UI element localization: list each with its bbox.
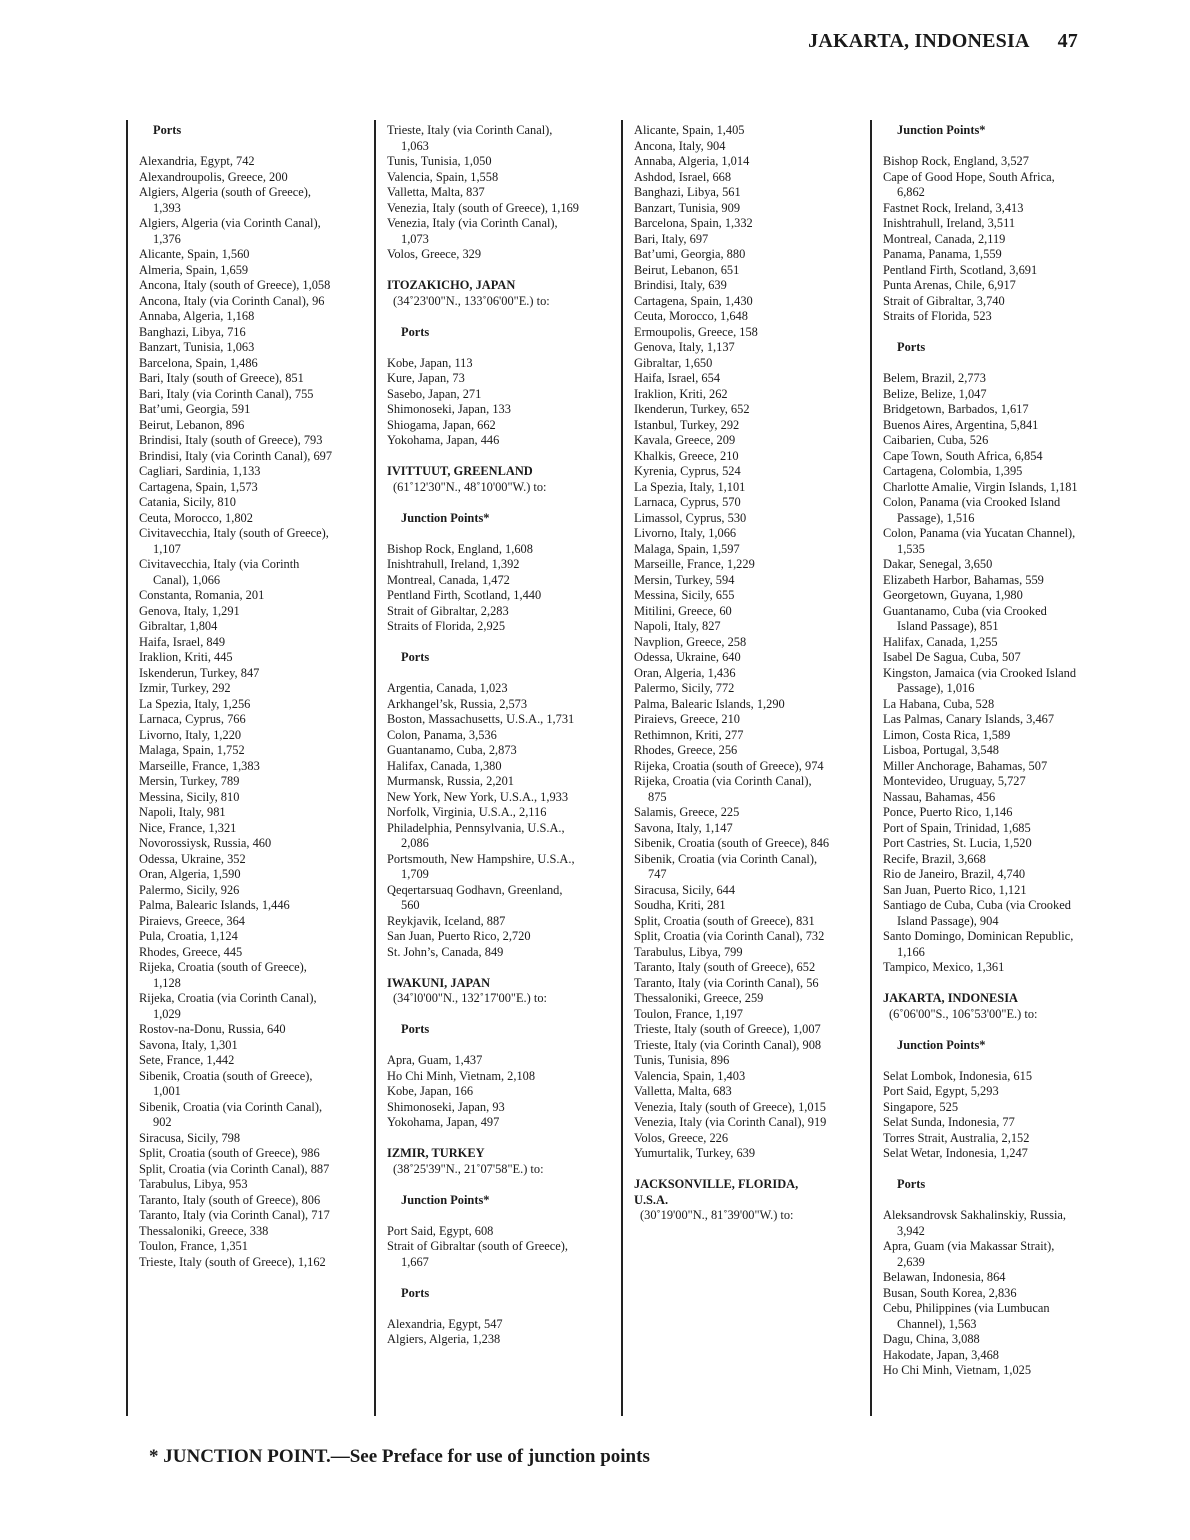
distance-entry: Pentland Firth, Scotland, 3,691 [883, 262, 1038, 277]
distance-entry: Rhodes, Greece, 256 [634, 743, 738, 757]
distance-entry: Belem, Brazil, 2,773 [883, 371, 986, 385]
distance-entry: Volos, Greece, 226 [634, 1130, 729, 1145]
distance-entry: Georgetown, Guyana, 1,980 [883, 588, 1023, 602]
section-subheading: Ports [897, 340, 926, 354]
distance-entry: La Spezia, Italy, 1,101 [634, 479, 746, 494]
distance-entry: Apra, Guam (via Makassar Strait), 2,639 [883, 1239, 1055, 1269]
distance-entry: Algiers, Algeria, 1,238 [387, 1332, 501, 1346]
distance-entry: Kyrenia, Cyprus, 524 [634, 464, 741, 478]
origin-coordinates: (61˚12'30"N., 48˚10'00"W.) to: [393, 479, 547, 494]
distance-entry: Santo Domingo, Dominican Republic, 1,166 [883, 929, 1074, 959]
section-subheading: Ports [897, 1177, 926, 1191]
distance-entry: Annaba, Algeria, 1,168 [139, 309, 255, 323]
distance-entry: Montevideo, Uruguay, 5,727 [883, 774, 1026, 788]
distance-entry: Thessaloniki, Greece, 338 [139, 1223, 269, 1238]
distance-entry: Soudha, Kriti, 281 [634, 898, 726, 912]
distance-entry: Inishtrahull, Ireland, 1,392 [387, 557, 520, 571]
distance-entry: Palma, Balearic Islands, 1,290 [634, 696, 785, 711]
distance-entry: Alexandria, Egypt, 742 [139, 154, 255, 168]
section-subheading: Ports [153, 123, 182, 137]
distance-entry: Norfolk, Virginia, U.S.A., 2,116 [387, 805, 547, 819]
origin-coordinates: (34˚23'00"N., 133˚06'00"E.) to: [393, 293, 550, 308]
column-4-content [872, 120, 1078, 1379]
distance-entry: Mersin, Turkey, 594 [634, 572, 735, 587]
distance-entry: New York, New York, U.S.A., 1,933 [387, 789, 569, 804]
column-2-content [376, 120, 582, 1348]
distance-entry: Brindisi, Italy, 639 [634, 278, 727, 292]
distance-entry: Halifax, Canada, 1,255 [883, 634, 998, 649]
section-subheading: Junction Points* [401, 510, 490, 525]
distance-entry: Messina, Sicily, 655 [634, 588, 735, 602]
distance-entry: La Habana, Cuba, 528 [883, 696, 995, 711]
distance-entry: Rijeka, Croatia (south of Greece), 1,128 [139, 960, 307, 990]
distance-entry: Ho Chi Minh, Vietnam, 1,025 [883, 1363, 1032, 1377]
distance-entry: Hakodate, Japan, 3,468 [883, 1347, 999, 1362]
distance-entry: Selat Sunda, Indonesia, 77 [883, 1115, 1015, 1129]
distance-entry: Port Castries, St. Lucia, 1,520 [883, 836, 1032, 850]
distance-entry: Savona, Italy, 1,147 [634, 820, 733, 835]
distance-entry: Shimonoseki, Japan, 133 [387, 402, 511, 416]
distance-entry: Ermoupolis, Greece, 158 [634, 324, 758, 339]
distance-entry: Split, Croatia (south of Greece), 986 [139, 1146, 320, 1160]
distance-entry: Yokohama, Japan, 446 [387, 433, 500, 447]
distance-entry: Banzart, Tunisia, 1,063 [139, 340, 255, 354]
distance-entry: Palermo, Sicily, 772 [634, 681, 735, 695]
origin-port-title: IWAKUNI, JAPAN [387, 975, 491, 990]
distance-entry: Argentia, Canada, 1,023 [387, 681, 508, 695]
distance-entry: Ceuta, Morocco, 1,802 [139, 510, 253, 525]
distance-entry: Fastnet Rock, Ireland, 3,413 [883, 200, 1024, 215]
distance-entry: Kavala, Greece, 209 [634, 433, 736, 447]
distance-entry: Kingston, Jamaica (via Crooked Island Passage), 1,016 [883, 665, 1077, 695]
distance-entry: Navplion, Greece, 258 [634, 634, 747, 649]
distance-entry: Taranto, Italy (south of Greece), 652 [634, 960, 816, 974]
distance-entry: Livorno, Italy, 1,220 [139, 727, 242, 742]
distance-entry: Haifa, Israel, 654 [634, 371, 721, 385]
distance-entry: Straits of Florida, 523 [883, 309, 992, 323]
distance-entry: Punta Arenas, Chile, 6,917 [883, 278, 1016, 292]
distance-entry: Sibenik, Croatia (via Corinth Canal), 902 [139, 1099, 323, 1129]
column-4 [870, 120, 1078, 1416]
distance-entry: Piraievs, Greece, 210 [634, 712, 740, 726]
column-1 [126, 120, 334, 1416]
distance-entry: Odessa, Ukraine, 640 [634, 650, 741, 664]
distance-entry: Rio de Janeiro, Brazil, 4,740 [883, 867, 1026, 881]
distance-entry: Colon, Panama, 3,536 [387, 727, 497, 742]
distance-entry: Kobe, Japan, 113 [387, 355, 473, 370]
distance-entry: Rostov-na-Donu, Russia, 640 [139, 1022, 286, 1036]
distance-entry: Trieste, Italy (south of Greece), 1,162 [139, 1254, 326, 1269]
distance-entry: Palermo, Sicily, 926 [139, 882, 240, 897]
distance-entry: Marseille, France, 1,229 [634, 557, 755, 571]
distance-entry: Guantanamo, Cuba, 2,873 [387, 743, 517, 757]
section-subheading: Ports [401, 650, 430, 664]
distance-entry: Sibenik, Croatia (via Corinth Canal), 747 [634, 851, 818, 881]
distance-entry: Cape Town, South Africa, 6,854 [883, 448, 1043, 463]
section-subheading: Junction Points* [897, 123, 986, 137]
distance-entry: Venezia, Italy (south of Greece), 1,015 [634, 1099, 826, 1114]
distance-entry: Cagliari, Sardinia, 1,133 [139, 464, 261, 478]
distance-entry: Bari, Italy (south of Greece), 851 [139, 371, 304, 385]
distance-entry: Messina, Sicily, 810 [139, 789, 240, 804]
distance-entry: Nice, France, 1,321 [139, 820, 237, 835]
distance-entry: Istanbul, Turkey, 292 [634, 417, 740, 432]
distance-entry: Lisboa, Portugal, 3,548 [883, 743, 999, 757]
origin-port-title: ITOZAKICHO, JAPAN [387, 278, 516, 292]
distance-entry: Santiago de Cuba, Cuba (via Crooked Island Passage), 904 [883, 898, 1071, 928]
distance-entry: Palma, Balearic Islands, 1,446 [139, 898, 290, 912]
distance-entry: Valencia, Spain, 1,558 [387, 169, 499, 184]
distance-entry: Cape of Good Hope, South Africa, 6,862 [883, 169, 1055, 199]
distance-entry: Alexandroupolis, Greece, 200 [139, 169, 288, 184]
distance-entry: Belize, Belize, 1,047 [883, 386, 987, 401]
distance-entry: Selat Lombok, Indonesia, 615 [883, 1068, 1033, 1083]
distance-entry: Banghazi, Libya, 561 [634, 185, 741, 199]
distance-entry: Taranto, Italy (via Corinth Canal), 56 [634, 975, 819, 990]
distance-entry: Aleksandrovsk Sakhalinskiy, Russia, 3,942 [883, 1208, 1066, 1238]
distance-entry: Sete, France, 1,442 [139, 1053, 235, 1067]
distance-entry: Brindisi, Italy (via Corinth Canal), 697 [139, 448, 333, 463]
distance-entry: Larnaca, Cyprus, 570 [634, 495, 741, 509]
distance-entry: Brindisi, Italy (south of Greece), 793 [139, 433, 323, 447]
distance-entry: Arkhangel’sk, Russia, 2,573 [387, 696, 528, 711]
distance-entry: Gibraltar, 1,650 [634, 355, 713, 370]
distance-entry: Iskenderun, Turkey, 847 [139, 665, 260, 680]
distance-entry: Trieste, Italy (via Corinth Canal), 908 [634, 1037, 822, 1052]
distance-entry: Civitavecchia, Italy (via Corinth Canal), 1,066 [139, 557, 300, 587]
distance-entry: Strait of Gibraltar, 2,283 [387, 603, 509, 618]
distance-entry: Siracusa, Sicily, 798 [139, 1130, 241, 1145]
distance-entry: Split, Croatia (south of Greece), 831 [634, 913, 815, 928]
distance-entry: Charlotte Amalie, Virgin Islands, 1,181 [883, 479, 1078, 494]
distance-entry: Mersin, Turkey, 789 [139, 774, 240, 788]
running-header [808, 30, 1078, 53]
distance-entry: Taranto, Italy (south of Greece), 806 [139, 1192, 321, 1207]
distance-entry: Almeria, Spain, 1,659 [139, 262, 249, 277]
distance-entry: Philadelphia, Pennsylvania, U.S.A., 2,086 [387, 820, 565, 850]
distance-entry: St. John’s, Canada, 849 [387, 944, 504, 959]
distance-entry: Toulon, France, 1,351 [139, 1239, 248, 1253]
distance-entry: Rijeka, Croatia (south of Greece), 974 [634, 758, 824, 773]
distance-entry: Yokohama, Japan, 497 [387, 1115, 500, 1129]
distance-entry: Taranto, Italy (via Corinth Canal), 717 [139, 1208, 330, 1222]
distance-entry: Salamis, Greece, 225 [634, 805, 740, 819]
distance-entry: Strait of Gibraltar, 3,740 [883, 293, 1005, 308]
distance-entry: Torres Strait, Australia, 2,152 [883, 1130, 1030, 1145]
distance-entry: Qeqertarsuaq Godhavn, Greenland, 560 [387, 882, 563, 912]
distance-entry: Nassau, Bahamas, 456 [883, 789, 996, 804]
distance-entry: Napoli, Italy, 981 [139, 805, 226, 819]
distance-entry: Ceuta, Morocco, 1,648 [634, 309, 748, 323]
distance-entry: Oran, Algeria, 1,436 [634, 665, 736, 680]
distance-entry: Annaba, Algeria, 1,014 [634, 154, 750, 168]
distance-entry: Kure, Japan, 73 [387, 371, 465, 385]
distance-entry: Port Said, Egypt, 608 [387, 1223, 494, 1238]
distance-entry: Colon, Panama (via Crooked Island Passage), 1,516 [883, 495, 1061, 525]
distance-entry: Thessaloniki, Greece, 259 [634, 991, 764, 1005]
distance-entry: Sibenik, Croatia (south of Greece), 1,001 [139, 1068, 313, 1098]
distance-entry: Limassol, Cyprus, 530 [634, 510, 747, 525]
distance-entry: Banghazi, Libya, 716 [139, 324, 246, 339]
section-subheading: Junction Points* [401, 1192, 490, 1207]
distance-entry: Barcelona, Spain, 1,332 [634, 216, 753, 230]
distance-entry: Tarabulus, Libya, 799 [634, 944, 743, 959]
column-2 [374, 120, 582, 1416]
distance-entry: Ancona, Italy (via Corinth Canal), 96 [139, 293, 325, 308]
column-1-content [128, 120, 334, 1270]
column-3-content [623, 120, 833, 1224]
distance-entry: Reykjavik, Iceland, 887 [387, 913, 506, 928]
origin-port-title: IZMIR, TURKEY [387, 1146, 485, 1160]
distance-entry: Marseille, France, 1,383 [139, 758, 260, 773]
distance-entry: Alexandria, Egypt, 547 [387, 1316, 503, 1331]
distance-entry: Genova, Italy, 1,137 [634, 340, 735, 354]
distance-entry: Ho Chi Minh, Vietnam, 2,108 [387, 1068, 536, 1083]
distance-entry: Murmansk, Russia, 2,201 [387, 774, 515, 788]
distance-entry: San Juan, Puerto Rico, 2,720 [387, 929, 531, 943]
origin-port-title: IVITTUUT, GREENLAND [387, 464, 533, 478]
distance-entry: Cartagena, Colombia, 1,395 [883, 464, 1023, 478]
distance-entry: Khalkis, Greece, 210 [634, 448, 739, 463]
distance-entry: Shimonoseki, Japan, 93 [387, 1099, 505, 1114]
distance-entry: Miller Anchorage, Bahamas, 507 [883, 758, 1048, 773]
distance-entry: Beirut, Lebanon, 651 [634, 262, 740, 277]
distance-entry: Cebu, Philippines (via Lumbucan Channel), 1,563 [883, 1301, 1050, 1331]
distance-entry: Trieste, Italy (via Corinth Canal), 1,063 [387, 123, 553, 153]
distance-entry: Recife, Brazil, 3,668 [883, 851, 986, 866]
origin-port-title: JAKARTA, INDONESIA [883, 991, 1018, 1005]
distance-entry: Sasebo, Japan, 271 [387, 386, 482, 401]
distance-entry: Cartagena, Spain, 1,573 [139, 479, 258, 494]
distance-entry: Bari, Italy (via Corinth Canal), 755 [139, 386, 314, 401]
distance-entry: Algiers, Algeria (via Corinth Canal), 1,376 [139, 216, 321, 246]
distance-entry: Barcelona, Spain, 1,486 [139, 355, 258, 370]
distance-entry: Volos, Greece, 329 [387, 247, 482, 261]
distance-entry: Rhodes, Greece, 445 [139, 944, 243, 959]
distance-entry: Civitavecchia, Italy (south of Greece), 1,107 [139, 526, 329, 556]
distance-entry: Ashdod, Israel, 668 [634, 169, 732, 184]
section-subheading: Ports [401, 1285, 430, 1300]
distance-entry: Elizabeth Harbor, Bahamas, 559 [883, 572, 1044, 587]
distance-entry: Shiogama, Japan, 662 [387, 417, 496, 432]
distance-entry: Savona, Italy, 1,301 [139, 1037, 238, 1052]
distance-entry: Malaga, Spain, 1,597 [634, 541, 740, 556]
distance-entry: Bari, Italy, 697 [634, 231, 709, 246]
distance-entry: Dagu, China, 3,088 [883, 1332, 980, 1346]
distance-entry: Belawan, Indonesia, 864 [883, 1270, 1006, 1284]
distance-entry: Panama, Panama, 1,559 [883, 247, 1002, 261]
distance-entry: Boston, Massachusetts, U.S.A., 1,731 [387, 712, 575, 726]
distance-entry: Bridgetown, Barbados, 1,617 [883, 402, 1029, 416]
distance-entry: Ikenderun, Turkey, 652 [634, 402, 750, 416]
distance-entry: Split, Croatia (via Corinth Canal), 887 [139, 1161, 330, 1176]
distance-entry: Buenos Aires, Argentina, 5,841 [883, 417, 1039, 432]
distance-entry: Inishtrahull, Ireland, 3,511 [883, 216, 1016, 230]
origin-coordinates: (38˚25'39"N., 21˚07'58"E.) to: [393, 1161, 544, 1176]
origin-coordinates: (6˚06'00"S., 106˚53'00"E.) to: [889, 1006, 1038, 1021]
distance-entry: Colon, Panama (via Yucatan Channel), 1,535 [883, 526, 1076, 556]
origin-port-title: JACKSONVILLE, FLORIDA, U.S.A. [634, 1177, 799, 1207]
distance-entry: Bishop Rock, England, 1,608 [387, 541, 533, 556]
distance-entry: Venezia, Italy (south of Greece), 1,169 [387, 200, 579, 215]
distance-entry: Selat Wetar, Indonesia, 1,247 [883, 1146, 1028, 1160]
distance-entry: Ancona, Italy, 904 [634, 138, 726, 153]
distance-entry: Venezia, Italy (via Corinth Canal), 1,073 [387, 216, 558, 246]
distance-entry: Isabel De Sagua, Cuba, 507 [883, 650, 1021, 664]
distance-entry: Larnaca, Cyprus, 766 [139, 712, 246, 726]
distance-entry: Port of Spain, Trinidad, 1,685 [883, 820, 1031, 835]
distance-entry: Venezia, Italy (via Corinth Canal), 919 [634, 1115, 827, 1129]
distance-entry: Halifax, Canada, 1,380 [387, 758, 502, 773]
distance-entry: Livorno, Italy, 1,066 [634, 526, 737, 540]
distance-entry: Valletta, Malta, 683 [634, 1084, 732, 1098]
footnote: * JUNCTION POINT.—See Preface for use of junction points [149, 1446, 650, 1467]
distance-entry: Bat’umi, Georgia, 591 [139, 402, 251, 416]
distance-entry: Singapore, 525 [883, 1099, 959, 1114]
distance-entry: Ancona, Italy (south of Greece), 1,058 [139, 278, 331, 292]
distance-entry: Trieste, Italy (south of Greece), 1,007 [634, 1022, 821, 1036]
distance-entry: Catania, Sicily, 810 [139, 495, 236, 509]
distance-entry: Apra, Guam, 1,437 [387, 1053, 483, 1067]
origin-coordinates: (30˚19'00"N., 81˚39'00"W.) to: [640, 1208, 794, 1222]
distance-entry: Port Said, Egypt, 5,293 [883, 1084, 999, 1098]
distance-entry: Toulon, France, 1,197 [634, 1006, 743, 1021]
distance-entry: Constanta, Romania, 201 [139, 588, 265, 602]
distance-entry: Yumurtalik, Turkey, 639 [634, 1146, 756, 1160]
distance-entry: Bishop Rock, England, 3,527 [883, 154, 1029, 168]
distance-entry: Las Palmas, Canary Islands, 3,467 [883, 712, 1055, 726]
distance-entry: Napoli, Italy, 827 [634, 619, 721, 633]
distance-entry: Guantanamo, Cuba (via Crooked Island Passage), 851 [883, 603, 1047, 633]
column-3 [621, 120, 833, 1416]
distance-entry: Sibenik, Croatia (south of Greece), 846 [634, 836, 830, 850]
distance-entry: Montreal, Canada, 2,119 [883, 231, 1006, 246]
distance-entry: Cartagena, Spain, 1,430 [634, 293, 753, 308]
distance-entry: Kobe, Japan, 166 [387, 1084, 474, 1098]
distance-entry: Caibarien, Cuba, 526 [883, 433, 989, 447]
distance-entry: Beirut, Lebanon, 896 [139, 417, 245, 432]
distance-entry: Odessa, Ukraine, 352 [139, 851, 246, 866]
distance-entry: Ponce, Puerto Rico, 1,146 [883, 805, 1013, 819]
distance-entry: Strait of Gibraltar (south of Greece), 1,667 [387, 1239, 568, 1269]
header-title: JAKARTA, INDONESIA [808, 30, 1030, 52]
section-subheading: Ports [401, 1022, 430, 1036]
distance-entry: Limon, Costa Rica, 1,589 [883, 727, 1011, 742]
distance-entry: Dakar, Senegal, 3,650 [883, 557, 993, 571]
distance-entry: Malaga, Spain, 1,752 [139, 743, 245, 757]
distance-entry: Tunis, Tunisia, 1,050 [387, 154, 492, 168]
distance-entry: Valencia, Spain, 1,403 [634, 1068, 746, 1083]
distance-entry: Oran, Algeria, 1,590 [139, 867, 241, 881]
distance-entry: Rethimnon, Kriti, 277 [634, 727, 744, 742]
distance-entry: Genova, Italy, 1,291 [139, 603, 240, 618]
distance-entry: Valletta, Malta, 837 [387, 185, 485, 199]
distance-entry: Novorossiysk, Russia, 460 [139, 836, 272, 850]
distance-entry: Rijeka, Croatia (via Corinth Canal), 1,029 [139, 991, 317, 1021]
distance-entry: Siracusa, Sicily, 644 [634, 882, 736, 897]
distance-entry: Tampico, Mexico, 1,361 [883, 960, 1005, 974]
distance-entry: Pula, Croatia, 1,124 [139, 929, 238, 943]
distance-entry: Montreal, Canada, 1,472 [387, 572, 510, 587]
distance-entry: Algiers, Algeria (south of Greece), 1,393 [139, 185, 312, 215]
distance-entry: Tarabulus, Libya, 953 [139, 1177, 248, 1191]
distance-entry: Tunis, Tunisia, 896 [634, 1053, 730, 1067]
distance-entry: Portsmouth, New Hampshire, U.S.A., 1,709 [387, 851, 575, 881]
distance-entry: San Juan, Puerto Rico, 1,121 [883, 882, 1027, 897]
distance-entry: Pentland Firth, Scotland, 1,440 [387, 588, 542, 602]
distance-entry: Iraklion, Kriti, 262 [634, 386, 728, 401]
origin-coordinates: (34˚l0'00"N., 132˚17'00"E.) to: [393, 991, 547, 1005]
distance-entry: Rijeka, Croatia (via Corinth Canal), 875 [634, 774, 812, 804]
distance-entry: Piraievs, Greece, 364 [139, 913, 245, 928]
distance-entry: Alicante, Spain, 1,560 [139, 247, 250, 261]
distance-entry: Izmir, Turkey, 292 [139, 681, 231, 695]
distance-entry: Banzart, Tunisia, 909 [634, 200, 741, 215]
section-subheading: Junction Points* [897, 1037, 986, 1052]
distance-entry: La Spezia, Italy, 1,256 [139, 696, 251, 711]
distance-entry: Iraklion, Kriti, 445 [139, 650, 233, 664]
distance-entry: Mitilini, Greece, 60 [634, 603, 732, 618]
section-subheading: Ports [401, 324, 430, 339]
page-number: 47 [1057, 30, 1078, 52]
distance-entry: Bat’umi, Georgia, 880 [634, 247, 746, 261]
distance-entry: Split, Croatia (via Corinth Canal), 732 [634, 929, 825, 943]
distance-entry: Gibraltar, 1,804 [139, 619, 218, 633]
distance-entry: Straits of Florida, 2,925 [387, 619, 506, 633]
distance-entry: Haifa, Israel, 849 [139, 634, 226, 649]
distance-entry: Alicante, Spain, 1,405 [634, 123, 745, 137]
distance-entry: Busan, South Korea, 2,836 [883, 1285, 1017, 1300]
